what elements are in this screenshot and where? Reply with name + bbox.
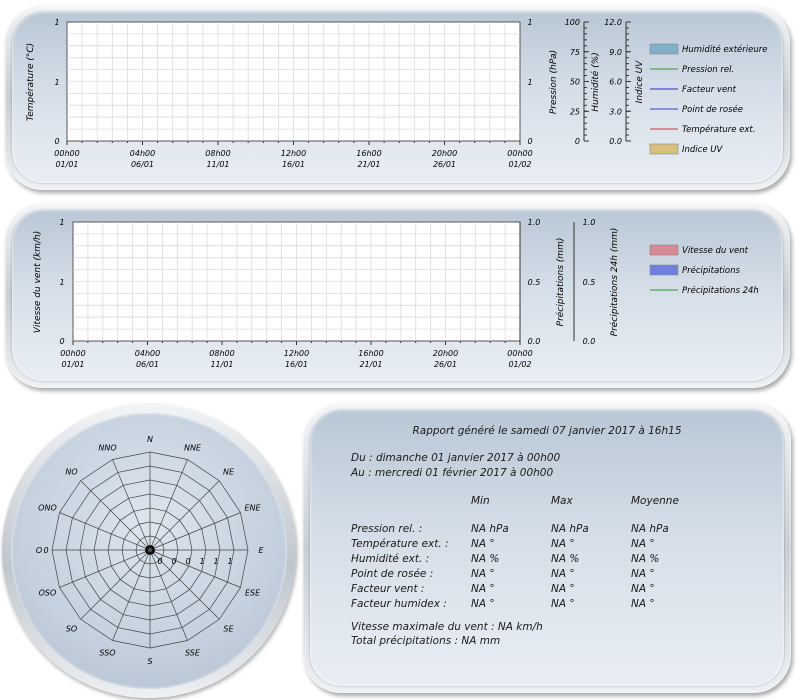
rose-spoke [150,481,219,550]
rose-direction-label: S [147,657,153,666]
legend-label: Précipitations [682,266,740,276]
weather-left-axis-label: Température (°C) [26,42,36,122]
report-cell-max: NA hPa [551,523,589,535]
axis-tick-label: 12.0 [604,18,622,27]
report-title: Rapport généré le samedi 07 janvier 2017 à 16h15 [412,425,682,437]
legend-swatch [650,265,678,275]
x-tick-date: 01/01 [55,160,79,169]
x-tick-time: 16h00 [358,349,384,358]
rose-radial-tick: 1 [199,557,205,566]
report-cell-label: Facteur vent : [351,583,425,595]
x-tick-date: 21/01 [359,360,383,369]
report-cell-min: NA hPa [471,523,509,535]
report-cell-avg: NA ° [631,583,655,595]
x-tick-time: 04h00 [129,149,156,158]
wind-left-tick: 1 [59,278,65,287]
wind-right2-tick: 1.0 [582,218,596,227]
weather-right1-tick: 1 [527,78,533,87]
weather-left-tick: 1 [54,18,60,27]
x-tick-date: 16/01 [284,360,309,369]
x-tick-date: 11/01 [206,160,230,169]
legend-label: Indice UV [682,145,723,155]
report-cell-max: NA ° [551,583,575,595]
report-to: Au : mercredi 01 février 2017 à 00h00 [351,467,554,479]
rose-radial-tick: 1 [227,557,233,566]
wind-legend [650,245,759,296]
x-tick-time: 08h00 [209,349,235,358]
x-tick-date: 26/01 [433,360,458,369]
report-cell-label: Point de rosée : [351,568,434,580]
rose-direction-label: OSO [38,588,57,598]
wind-left-tick: 0 [59,337,65,346]
wind-rain-chart [0,200,800,390]
x-tick-date: 01/01 [61,360,85,369]
wind-right1-tick: 1.0 [527,218,541,227]
axis-tick-label: 100 [564,18,580,27]
x-tick-date: 06/01 [135,360,160,369]
report-cell-min: NA ° [471,538,495,550]
legend-label: Humidité extérieure [682,45,768,55]
x-tick-time: 00h00 [507,149,533,158]
report-cell-min: NA ° [471,598,495,610]
rose-direction-label: ENE [244,503,261,513]
weather-left-tick: 0 [54,137,60,146]
wind-right2-tick: 0.5 [582,278,596,287]
x-tick-time: 00h00 [54,149,80,158]
axis-tick-label: 6.0 [609,77,622,87]
report-cell-max: NA ° [551,568,575,580]
rose-direction-label: SO [65,624,78,634]
report-cell-label: Température ext. : [351,538,449,550]
x-tick-time: 20h00 [432,349,459,358]
rose-radial-tick: 0 [171,557,177,566]
rose-radial-tick: 1 [213,557,219,566]
rose-direction-label: NE [222,467,235,477]
report-cell-avg: NA ° [631,598,655,610]
x-tick-date: 01/02 [508,160,532,169]
x-tick-date: 21/01 [357,160,381,169]
weather-left-tick: 1 [54,78,60,87]
rose-direction-label: SSO [99,648,116,658]
report-cell-avg: NA hPa [631,523,669,535]
weather-right2-axis-label: Humidité (%) [591,52,601,112]
weather-right3-axis-label: Indice UV [635,60,645,104]
report-cell-label: Facteur humidex : [351,598,447,610]
axis-tick-label: 9.0 [609,47,622,57]
axis-tick-label: 75 [569,47,580,57]
x-tick-time: 16h00 [356,149,382,158]
wind-rose [0,400,300,700]
wind-right2-tick: 0.0 [582,337,596,346]
legend-label: Pression rel. [682,65,735,75]
rose-direction-label: ONO [38,503,57,513]
x-tick-time: 00h00 [60,349,86,358]
x-tick-time: 12h00 [283,349,310,358]
legend-swatch [650,44,678,54]
report-from: Du : dimanche 01 janvier 2017 à 00h00 [351,452,561,464]
axis-tick-label: 3.0 [609,107,622,117]
x-tick-date: 06/01 [130,160,155,169]
rose-spoke [81,481,150,550]
rose-direction-label: NNO [98,443,117,453]
rose-direction-label: SE [223,624,234,634]
x-tick-time: 12h00 [280,149,307,158]
wind-left-tick: 1 [59,218,65,227]
legend-swatch [650,245,678,255]
rose-direction-label: NO [65,467,78,477]
wind-right1-tick: 0.5 [527,278,541,287]
rose-radial-tick: 0 [157,557,163,566]
report-cell-min: NA ° [471,583,495,595]
report-cell-label: Humidité ext. : [351,553,430,565]
report-cell-max: NA % [551,553,580,565]
report-cell-label: Pression rel. : [351,523,423,535]
axis-tick-label: 0 [574,137,580,146]
legend-label: Précipitations 24h [682,286,759,296]
rose-direction-label: ESE [244,588,261,598]
legend-label: Vitesse du vent [682,246,748,256]
rose-direction-label: SSE [185,648,200,658]
axis-tick-label: 25 [569,107,580,117]
x-tick-time: 08h00 [205,149,231,158]
x-tick-time: 04h00 [134,349,161,358]
x-tick-date: 11/01 [210,360,234,369]
legend-label: Température ext. [682,125,756,135]
rose-direction-label: NNE [183,443,201,453]
wind-right2-axis-label: Précipitations 24h (mm) [610,227,620,337]
x-tick-date: 16/01 [281,160,306,169]
legend-label: Facteur vent [682,85,736,95]
report-col-max: Max [551,495,573,507]
x-tick-date: 01/02 [508,360,532,369]
report-cell-min: NA % [471,553,500,565]
rose-center-dot-inner [148,548,152,552]
report-cell-max: NA ° [551,598,575,610]
weather-right1-tick: 0 [527,137,533,146]
report-cell-avg: NA % [631,553,660,565]
axis-tick-label: 0.0 [609,137,622,146]
rose-direction-label: N [147,435,153,444]
report-col-avg: Moyenne [631,495,679,507]
rose-spoke [81,550,150,619]
rose-radial-tick: 0 [185,557,191,566]
weather-right1-axis-label: Pression (hPa) [549,49,559,115]
legend-label: Point de rosée [682,105,744,115]
rose-radial-tick: 0 [43,546,49,555]
report-cell-max: NA ° [551,538,575,550]
rose-direction-label: O [35,546,43,555]
wind-right1-tick: 0.0 [527,337,541,346]
report-cell-avg: NA ° [631,568,655,580]
report-total-rain: Total précipitations : NA mm [351,635,501,647]
axis-tick-label: 50 [569,77,580,87]
weather-chart [0,0,800,200]
x-tick-time: 00h00 [507,349,533,358]
wind-right1-axis-label: Précipitations (mm) [556,237,566,327]
legend-swatch [650,144,678,154]
weather-right1-tick: 1 [527,18,533,27]
report-max-wind: Vitesse maximale du vent : NA km/h [351,621,543,633]
x-tick-time: 20h00 [431,149,458,158]
report-col-min: Min [471,495,490,507]
rose-direction-label: E [258,546,264,555]
x-tick-date: 26/01 [432,160,457,169]
report-cell-min: NA ° [471,568,495,580]
report-cell-avg: NA ° [631,538,655,550]
wind-left-axis-label: Vitesse du vent (km/h) [33,230,43,334]
weather-legend [650,44,767,155]
